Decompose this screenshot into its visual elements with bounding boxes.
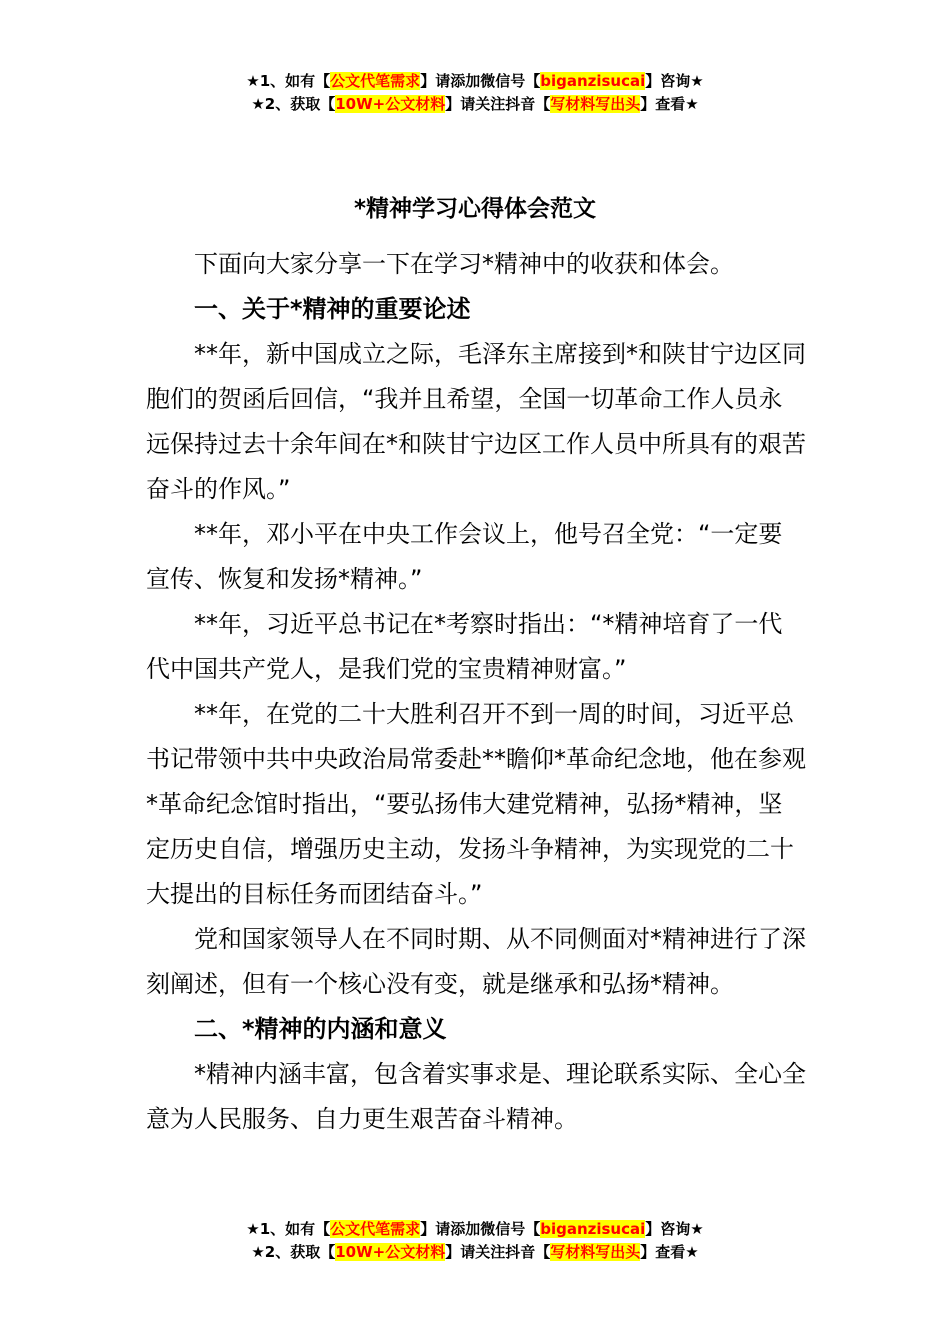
promo-highlight-ghostwriting: 公文代笔需求 [330, 1220, 421, 1238]
promo-highlight-materials: 10W+公文材料 [335, 1243, 446, 1261]
section-heading-1: 一、关于*精神的重要论述 [194, 295, 471, 323]
footer-promo-banner [0, 1218, 950, 1264]
body-paragraph: **年，邓小平在中央工作会议上，他号召全党：“一定要宣传、恢复和发扬*精神。” [146, 520, 783, 593]
promo-highlight-ghostwriting: 公文代笔需求 [330, 72, 421, 90]
promo-line-1: ★1、如有【公文代笔需求】请添加微信号【biganzisucai】咨询★ [246, 1220, 704, 1238]
body-paragraph: **年，习近平总书记在*考察时指出：“*精神培育了一代代中国共产党人，是我们党的宝贵精神财富。” [146, 610, 783, 683]
promo-line-2: ★2、获取【10W+公文材料】请关注抖音【写材料写出头】查看★ [251, 95, 699, 113]
promo-highlight-materials: 10W+公文材料 [335, 95, 446, 113]
body-paragraph: **年，在党的二十大胜利召开不到一周的时间，习近平总书记带领中共中央政治局常委赴**瞻仰*革命纪念地，他在参观*革命纪念馆时指出，“要弘扬伟大建党精神，弘扬*精神，坚定历史自信，增强历史主动，发扬斗争精神，为实现党的二十大提出的目标任务而团结奋斗。” [146, 700, 806, 908]
promo-highlight-douyin-account: 写材料写出头 [550, 1243, 641, 1261]
header-promo-banner [0, 70, 950, 116]
document-title: *精神学习心得体会范文 [353, 196, 597, 222]
promo-highlight-douyin-account: 写材料写出头 [550, 95, 641, 113]
body-paragraph: 党和国家领导人在不同时期、从不同侧面对*精神进行了深刻阐述，但有一个核心没有变，就是继承和弘扬*精神。 [146, 925, 806, 998]
section-heading-2: 二、*精神的内涵和意义 [194, 1015, 447, 1043]
body-paragraph: **年，新中国成立之际，毛泽东主席接到*和陕甘宁边区同胞们的贺函后回信，“我并且希望，全国一切革命工作人员永远保持过去十余年间在*和陕甘宁边区工作人员中所具有的艰苦奋斗的作风。” [146, 340, 806, 503]
promo-line-1: ★1、如有【公文代笔需求】请添加微信号【biganzisucai】咨询★ [246, 72, 704, 90]
promo-line-2: ★2、获取【10W+公文材料】请关注抖音【写材料写出头】查看★ [251, 1243, 699, 1261]
intro-paragraph: 下面向大家分享一下在学习*精神中的收获和体会。 [194, 250, 734, 278]
promo-highlight-wechat-id: biganzisucai [540, 1220, 646, 1238]
body-paragraph: *精神内涵丰富，包含着实事求是、理论联系实际、全心全意为人民服务、自力更生艰苦奋斗精神。 [146, 1060, 806, 1133]
document-body [146, 242, 806, 1142]
promo-highlight-wechat-id: biganzisucai [540, 72, 646, 90]
